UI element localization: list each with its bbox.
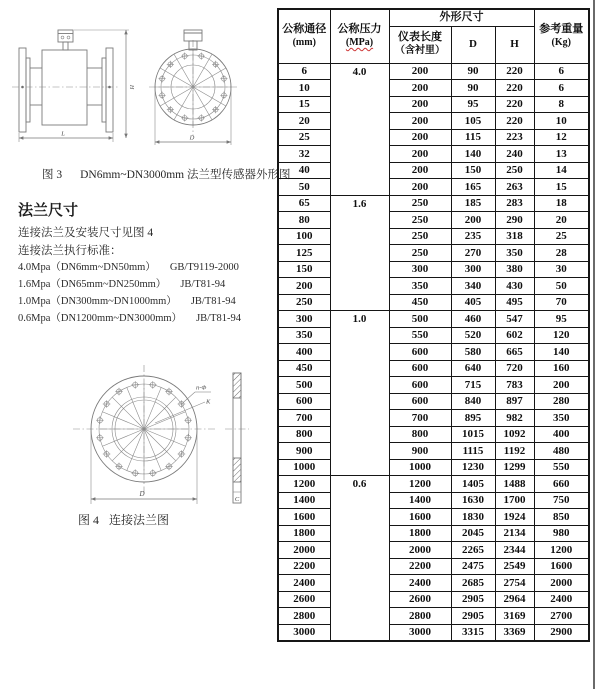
cell-h: 240 <box>495 146 534 163</box>
cell-weight: 20 <box>534 212 589 229</box>
table-row <box>278 608 589 625</box>
cell-d: 1115 <box>451 443 495 460</box>
cell-h: 602 <box>495 327 534 344</box>
cell-d: 150 <box>451 162 495 179</box>
table-row <box>278 558 589 575</box>
cell-weight: 2700 <box>534 608 589 625</box>
cell-h: 318 <box>495 228 534 245</box>
cell-length: 250 <box>389 212 451 229</box>
cell-weight: 14 <box>534 162 589 179</box>
cell-h: 290 <box>495 212 534 229</box>
cell-d: 105 <box>451 113 495 130</box>
cell-d: 2475 <box>451 558 495 575</box>
cell-length: 250 <box>389 245 451 262</box>
cell-weight: 2000 <box>534 575 589 592</box>
cell-d: 95 <box>451 96 495 113</box>
cell-d: 140 <box>451 146 495 163</box>
cell-weight: 850 <box>534 509 589 526</box>
table-row <box>278 63 589 80</box>
cell-h: 1700 <box>495 492 534 509</box>
cell-d: 300 <box>451 261 495 278</box>
col-header-pressure: 公称压力 (MPa) <box>330 9 389 63</box>
cell-h: 2549 <box>495 558 534 575</box>
cell-length: 2200 <box>389 558 451 575</box>
cell-diameter: 700 <box>278 410 330 427</box>
cell-h: 3369 <box>495 624 534 641</box>
figure3-caption: 图 3 DN6mm~DN3000mm 法兰型传感器外形图 <box>42 169 291 181</box>
cell-h: 350 <box>495 245 534 262</box>
cell-weight: 6 <box>534 63 589 80</box>
cell-weight: 30 <box>534 261 589 278</box>
cell-diameter: 150 <box>278 261 330 278</box>
cell-diameter: 125 <box>278 245 330 262</box>
figure4-connection-flange-drawing <box>55 355 260 510</box>
cell-weight: 13 <box>534 146 589 163</box>
cell-h: 380 <box>495 261 534 278</box>
table-row <box>278 261 589 278</box>
cell-weight: 12 <box>534 129 589 146</box>
page-right-border <box>593 0 595 689</box>
table-row <box>278 476 589 493</box>
cell-h: 3169 <box>495 608 534 625</box>
cell-d: 520 <box>451 327 495 344</box>
cell-diameter: 20 <box>278 113 330 130</box>
cell-h: 430 <box>495 278 534 295</box>
table-row <box>278 591 589 608</box>
cell-h: 220 <box>495 113 534 130</box>
cell-h: 1299 <box>495 459 534 476</box>
cell-d: 270 <box>451 245 495 262</box>
cell-h: 1192 <box>495 443 534 460</box>
cell-length: 200 <box>389 146 451 163</box>
flange-spec-table <box>277 8 590 642</box>
cell-diameter: 65 <box>278 195 330 212</box>
table-row <box>278 492 589 509</box>
cell-pressure: 1.6 <box>330 195 389 311</box>
cell-d: 1015 <box>451 426 495 443</box>
cell-length: 300 <box>389 261 451 278</box>
table-row <box>278 575 589 592</box>
figure4-caption: 图 4 连接法兰图 <box>78 513 170 527</box>
cell-h: 2344 <box>495 542 534 559</box>
cell-weight: 120 <box>534 327 589 344</box>
cell-h: 263 <box>495 179 534 196</box>
cell-diameter: 25 <box>278 129 330 146</box>
figure3-side-view <box>12 30 134 142</box>
cell-length: 200 <box>389 129 451 146</box>
cell-diameter: 800 <box>278 426 330 443</box>
col-header-d: D <box>451 26 495 63</box>
table-row <box>278 294 589 311</box>
table-row <box>278 129 589 146</box>
figure4-bolt-circle-label: K <box>206 398 211 406</box>
cell-weight: 15 <box>534 179 589 196</box>
figure4-flange-face-view <box>73 365 215 504</box>
cell-weight: 350 <box>534 410 589 427</box>
col-header-length: 仪表长度 （含衬里） <box>389 26 451 63</box>
cell-length: 200 <box>389 80 451 97</box>
cell-pressure: 1.0 <box>330 311 389 476</box>
cell-h: 495 <box>495 294 534 311</box>
cell-length: 250 <box>389 228 451 245</box>
cell-diameter: 300 <box>278 311 330 328</box>
table-row <box>278 410 589 427</box>
cell-weight: 95 <box>534 311 589 328</box>
cell-diameter: 80 <box>278 212 330 229</box>
cell-weight: 8 <box>534 96 589 113</box>
figure4-thickness-label: C <box>234 496 240 503</box>
cell-d: 2045 <box>451 525 495 542</box>
flange-standard-line: 1.0Mpa（DN300mm~DN1000mm） JB/T81-94 <box>18 296 236 307</box>
cell-pressure: 0.6 <box>330 476 389 641</box>
cell-d: 1830 <box>451 509 495 526</box>
cell-h: 250 <box>495 162 534 179</box>
cell-d: 340 <box>451 278 495 295</box>
cell-weight: 10 <box>534 113 589 130</box>
flange-intro-line: 连接法兰执行标准： <box>18 245 122 257</box>
cell-weight: 160 <box>534 360 589 377</box>
cell-d: 165 <box>451 179 495 196</box>
cell-d: 2905 <box>451 608 495 625</box>
col-header-dimensions-group: 外形尺寸 <box>389 9 534 26</box>
cell-diameter: 1400 <box>278 492 330 509</box>
flange-standard-line: 1.6Mpa（DN65mm~DN250mm） JB/T81-94 <box>18 279 226 290</box>
cell-h: 1092 <box>495 426 534 443</box>
cell-weight: 660 <box>534 476 589 493</box>
cell-diameter: 2600 <box>278 591 330 608</box>
cell-d: 200 <box>451 212 495 229</box>
cell-d: 715 <box>451 377 495 394</box>
cell-h: 897 <box>495 393 534 410</box>
cell-h: 283 <box>495 195 534 212</box>
cell-weight: 18 <box>534 195 589 212</box>
table-row <box>278 509 589 526</box>
figure3-diameter-label: D <box>189 134 195 142</box>
cell-diameter: 1600 <box>278 509 330 526</box>
cell-h: 1924 <box>495 509 534 526</box>
cell-diameter: 15 <box>278 96 330 113</box>
cell-diameter: 250 <box>278 294 330 311</box>
cell-diameter: 50 <box>278 179 330 196</box>
spec-table-body <box>278 63 589 641</box>
cell-diameter: 3000 <box>278 624 330 641</box>
cell-length: 200 <box>389 113 451 130</box>
cell-weight: 70 <box>534 294 589 311</box>
cell-h: 220 <box>495 96 534 113</box>
cell-weight: 200 <box>534 377 589 394</box>
flange-intro-line: 连接法兰及安装尺寸见图 4 <box>18 227 154 239</box>
cell-length: 450 <box>389 294 451 311</box>
table-row <box>278 393 589 410</box>
cell-d: 115 <box>451 129 495 146</box>
cell-h: 2754 <box>495 575 534 592</box>
cell-d: 235 <box>451 228 495 245</box>
table-row <box>278 344 589 361</box>
cell-d: 460 <box>451 311 495 328</box>
cell-d: 580 <box>451 344 495 361</box>
cell-diameter: 1200 <box>278 476 330 493</box>
table-row <box>278 195 589 212</box>
cell-length: 1200 <box>389 476 451 493</box>
table-row <box>278 624 589 641</box>
cell-d: 840 <box>451 393 495 410</box>
col-header-h: H <box>495 26 534 63</box>
cell-weight: 25 <box>534 228 589 245</box>
figure4-bolt-count-label: n-Φ <box>196 384 207 392</box>
cell-diameter: 100 <box>278 228 330 245</box>
cell-length: 250 <box>389 195 451 212</box>
flange-section-heading: 法兰尺寸 <box>18 203 79 219</box>
cell-diameter: 6 <box>278 63 330 80</box>
figure3-sensor-outline-drawing <box>10 25 270 160</box>
cell-diameter: 2400 <box>278 575 330 592</box>
cell-h: 1488 <box>495 476 534 493</box>
cell-length: 2400 <box>389 575 451 592</box>
cell-h: 665 <box>495 344 534 361</box>
cell-diameter: 32 <box>278 146 330 163</box>
cell-length: 200 <box>389 179 451 196</box>
table-row <box>278 179 589 196</box>
cell-weight: 750 <box>534 492 589 509</box>
cell-weight: 50 <box>534 278 589 295</box>
cell-h: 720 <box>495 360 534 377</box>
cell-h: 223 <box>495 129 534 146</box>
table-row <box>278 162 589 179</box>
cell-diameter: 10 <box>278 80 330 97</box>
cell-diameter: 450 <box>278 360 330 377</box>
cell-d: 1630 <box>451 492 495 509</box>
cell-diameter: 40 <box>278 162 330 179</box>
cell-weight: 480 <box>534 443 589 460</box>
cell-length: 350 <box>389 278 451 295</box>
cell-pressure: 4.0 <box>330 63 389 195</box>
cell-weight: 140 <box>534 344 589 361</box>
cell-length: 1600 <box>389 509 451 526</box>
cell-diameter: 350 <box>278 327 330 344</box>
cell-d: 185 <box>451 195 495 212</box>
cell-diameter: 500 <box>278 377 330 394</box>
cell-d: 90 <box>451 80 495 97</box>
cell-diameter: 400 <box>278 344 330 361</box>
figure4-diameter-label: D <box>139 490 145 498</box>
table-row <box>278 146 589 163</box>
cell-diameter: 2200 <box>278 558 330 575</box>
cell-length: 2800 <box>389 608 451 625</box>
table-row <box>278 327 589 344</box>
cell-length: 800 <box>389 426 451 443</box>
cell-length: 200 <box>389 162 451 179</box>
figure4-flange-side-view <box>225 373 249 503</box>
cell-length: 500 <box>389 311 451 328</box>
table-row <box>278 443 589 460</box>
cell-length: 600 <box>389 393 451 410</box>
cell-length: 1400 <box>389 492 451 509</box>
cell-length: 200 <box>389 63 451 80</box>
table-row <box>278 542 589 559</box>
cell-d: 90 <box>451 63 495 80</box>
cell-length: 600 <box>389 360 451 377</box>
cell-length: 550 <box>389 327 451 344</box>
cell-diameter: 1000 <box>278 459 330 476</box>
figure3-front-view <box>149 30 238 145</box>
cell-h: 2964 <box>495 591 534 608</box>
cell-length: 900 <box>389 443 451 460</box>
figure3-height-label: H <box>128 84 134 90</box>
cell-length: 2000 <box>389 542 451 559</box>
table-row <box>278 212 589 229</box>
cell-diameter: 600 <box>278 393 330 410</box>
cell-weight: 550 <box>534 459 589 476</box>
cell-length: 200 <box>389 96 451 113</box>
table-row <box>278 525 589 542</box>
cell-diameter: 200 <box>278 278 330 295</box>
cell-d: 895 <box>451 410 495 427</box>
col-header-diameter: 公称通径 (mm) <box>278 9 330 63</box>
cell-length: 700 <box>389 410 451 427</box>
cell-length: 3000 <box>389 624 451 641</box>
col-header-weight: 参考重量 (Kg) <box>534 9 589 63</box>
table-row <box>278 426 589 443</box>
cell-length: 2600 <box>389 591 451 608</box>
cell-d: 3315 <box>451 624 495 641</box>
cell-length: 1000 <box>389 459 451 476</box>
table-row <box>278 360 589 377</box>
cell-d: 1230 <box>451 459 495 476</box>
cell-d: 1405 <box>451 476 495 493</box>
flange-standard-line: 4.0Mpa（DN6mm~DN50mm） GB/T9119-2000 <box>18 262 239 273</box>
cell-weight: 280 <box>534 393 589 410</box>
table-row <box>278 311 589 328</box>
flange-standard-line: 0.6Mpa（DN1200mm~DN3000mm） JB/T81-94 <box>18 313 241 324</box>
cell-diameter: 1800 <box>278 525 330 542</box>
cell-weight: 1600 <box>534 558 589 575</box>
table-row <box>278 278 589 295</box>
table-row <box>278 245 589 262</box>
cell-h: 220 <box>495 80 534 97</box>
cell-h: 2134 <box>495 525 534 542</box>
cell-diameter: 2800 <box>278 608 330 625</box>
table-row <box>278 228 589 245</box>
cell-weight: 2400 <box>534 591 589 608</box>
cell-d: 405 <box>451 294 495 311</box>
table-row <box>278 80 589 97</box>
cell-diameter: 2000 <box>278 542 330 559</box>
table-row <box>278 377 589 394</box>
cell-diameter: 900 <box>278 443 330 460</box>
cell-h: 547 <box>495 311 534 328</box>
cell-weight: 1200 <box>534 542 589 559</box>
figure3-length-label: L <box>61 130 65 138</box>
cell-weight: 28 <box>534 245 589 262</box>
cell-weight: 400 <box>534 426 589 443</box>
cell-weight: 2900 <box>534 624 589 641</box>
cell-h: 783 <box>495 377 534 394</box>
cell-weight: 980 <box>534 525 589 542</box>
cell-d: 2905 <box>451 591 495 608</box>
cell-length: 1800 <box>389 525 451 542</box>
cell-h: 220 <box>495 63 534 80</box>
table-row <box>278 96 589 113</box>
table-row <box>278 459 589 476</box>
cell-d: 2685 <box>451 575 495 592</box>
cell-d: 2265 <box>451 542 495 559</box>
table-row <box>278 113 589 130</box>
cell-weight: 6 <box>534 80 589 97</box>
cell-h: 982 <box>495 410 534 427</box>
cell-d: 640 <box>451 360 495 377</box>
cell-length: 600 <box>389 344 451 361</box>
cell-length: 600 <box>389 377 451 394</box>
